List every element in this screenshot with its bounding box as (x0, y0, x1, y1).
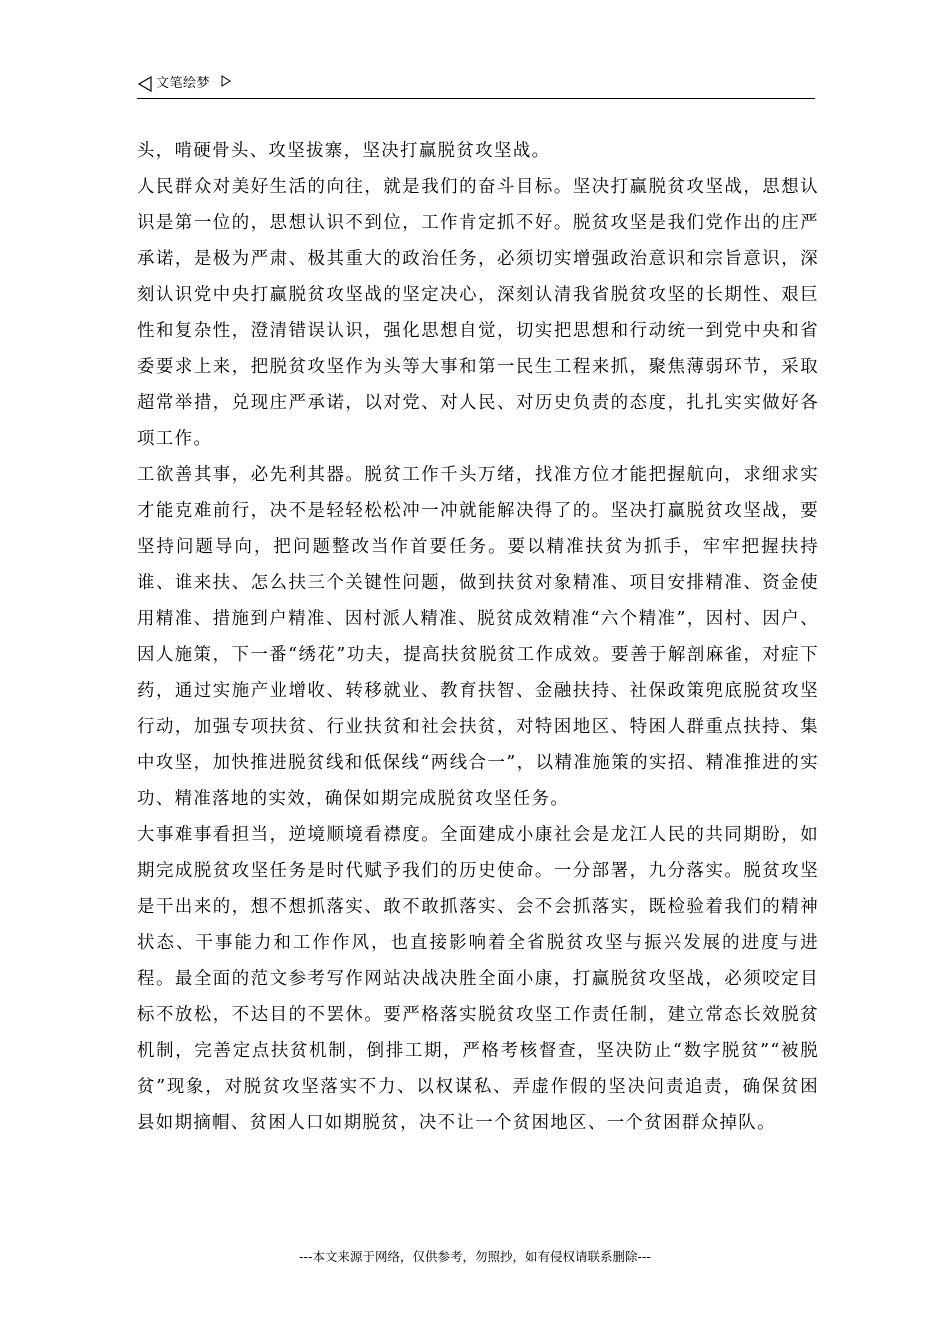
triangle-right-outline-icon (221, 75, 231, 87)
header-title: 文笔绘梦 (156, 76, 211, 91)
paragraph-continuation: 头，啃硬骨头、攻坚拔寨，坚决打赢脱贫攻坚战。 (137, 141, 551, 161)
paragraph-tools: 工欲善其事，必先利其器。脱贫工作千头万绪，找准方位才能把握航向，求细求实才能克难前行，决不是轻轻松松冲一冲就能解决得了的。坚决打赢脱贫攻坚战，要坚持问题导向，把问题整改当作首要任务。要以精准扶贫为抓手，牢牢把握扶持谁、谁来扶、怎么扶三个关键性问题，做到扶贫对象精准、项目安排精准、资金使用精准、措施到户精准、因村派人精准、脱贫成效精准“六个精准”，因村、因户、因人施策，下一番“绣花”功夫，提高扶贫脱贫工作成效。要善于解剖麻雀，对症下药，通过实施产业增收、转移就业、教育扶智、金融扶持、社保政策兜底脱贫攻坚行动，加强专项扶贫、行业扶贫和社会扶贫，对特困地区、特困人群重点扶持、集中攻坚，加快推进脱贫线和低保线“两线合一”，以精准施策的实招、精准推进的实功、精准落地的实效，确保如期完成脱贫攻坚任务。 (137, 465, 819, 809)
paragraph-goal: 人民群众对美好生活的向往，就是我们的奋斗目标。坚决打赢脱贫攻坚战，思想认识是第一位的，思想认识不到位，工作肯定抓不好。脱贫攻坚是我们党作出的庄严承诺，是极为严肃、极其重大的政治任务，必须切实增强政治意识和宗旨意识，深刻认识党中央打赢脱贫攻坚战的坚定决心，深刻认清我省脱贫攻坚的长期性、艰巨性和复杂性，澄清错误认识，强化思想自觉，切实把思想和行动统一到党中央和省委要求上来，把脱贫攻坚作为头等大事和第一民生工程来抓，聚焦薄弱环节，采取超常举措，兑现庄严承诺，以对党、对人民、对历史负责的态度，扎扎实实做好各项工作。 (137, 177, 819, 449)
triangle-left-outline-icon (137, 76, 153, 92)
paragraph-responsibility: 大事难事看担当，逆境顺境看襟度。全面建成小康社会是龙江人民的共同期盼，如期完成脱贫攻坚任务是时代赋予我们的历史使命。一分部署，九分落实。脱贫攻坚是干出来的，想不想抓落实、敢不敢抓落实、会不会抓落实，既检验着我们的精神状态、干事能力和工作作风，也直接影响着全省脱贫攻坚与振兴发展的进度与进程。最全面的范文参考写作网站决战决胜全面小康，打赢脱贫攻坚战，必须咬定目标不放松，不达目的不罢休。要严格落实脱贫攻坚工作责任制，建立常态长效脱贫机制，完善定点扶贫机制，倒排工期，严格考核督查，坚决防止“数字脱贫”“被脱贫”现象，对脱贫攻坚落实不力、以权谋私、弄虚作假的坚决问责追责，确保贫困县如期摘帽、贫困人口如期脱贫，决不让一个贫困地区、一个贫困群众掉队。 (137, 825, 819, 1133)
footer-disclaimer: ---本文来源于网络，仅供参考，勿照抄，如有侵权请联系删除--- (298, 1249, 652, 1264)
document-body (137, 133, 819, 1141)
page-header (137, 72, 815, 99)
